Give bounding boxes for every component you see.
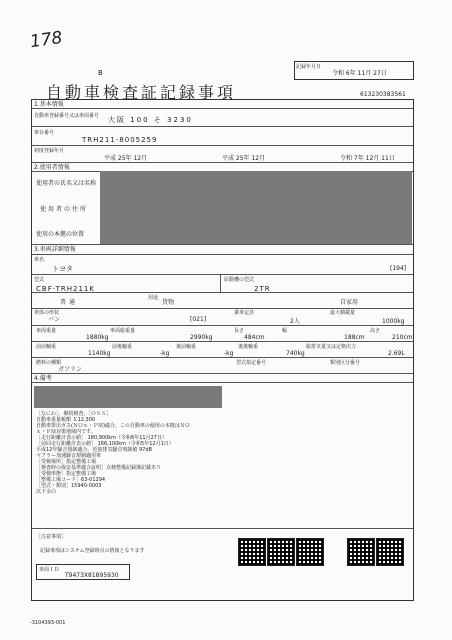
divider: [31, 126, 413, 127]
expiry: 令和 7年 12月 11日: [340, 155, 395, 162]
remark-line: 平成12年騒音規制適合、近接排気騒音規制値 97dB: [36, 447, 152, 453]
first-reg: 平成 25年 12月: [104, 155, 148, 162]
divider: [31, 341, 413, 342]
vehicle-id-label: 車両ＩＤ: [39, 567, 60, 573]
engine-label: 原動機の型式: [224, 277, 255, 283]
remark-line: ［受検形態］指定整備工場: [36, 471, 97, 477]
length-label: 長さ: [234, 328, 245, 334]
rf-label: 後前軸重: [176, 344, 197, 350]
fr: -kg: [160, 350, 170, 357]
record-date: 令和 6年 11月 27日: [332, 70, 387, 77]
capacity: 2人: [290, 318, 300, 325]
record-date-label: 記録年月日: [296, 64, 322, 70]
model-label: 型式: [34, 277, 45, 283]
remarks-list: [36, 411, 296, 495]
ff: 1140kg: [88, 350, 111, 357]
remark-line: ［前回走行距離計表示値］ 166,100km（令和5年12月1日）: [36, 441, 174, 447]
divider: [31, 308, 413, 309]
model: CBF-TRH211K: [36, 285, 95, 293]
divider: [31, 145, 413, 146]
divider: [31, 162, 413, 163]
body-label: 車体の形状: [34, 310, 60, 316]
class-no-label: 類別区分番号: [330, 360, 361, 366]
handwritten-number: 178: [28, 27, 64, 53]
header-letter: B: [98, 69, 103, 77]
height-label: 高さ: [370, 328, 381, 334]
remark-line: マフラー加速騒音規制適用車: [36, 453, 102, 459]
redacted-user-info: [100, 171, 412, 244]
page-title: 自動車検査証記録事項: [46, 83, 237, 102]
qr-code: [267, 538, 295, 566]
divider: [31, 357, 413, 358]
date2: 平成 25年 12月: [222, 155, 266, 162]
maker-label: 車名: [34, 257, 45, 263]
remark-line: ［整備工場コード］63-01294: [36, 477, 106, 483]
divider: [31, 528, 413, 529]
width: 188cm: [344, 334, 365, 341]
max-load-label: 最大積載量: [330, 310, 356, 316]
gross: 2990kg: [190, 334, 213, 341]
divider: [31, 325, 413, 326]
divider: [31, 382, 413, 383]
usage-label: 用途: [148, 295, 159, 301]
chassis-label: 車台番号: [34, 130, 55, 136]
section-basic: 1.基本情報: [34, 101, 64, 108]
height: 210cm: [392, 334, 413, 341]
remark-line: 自動車重量税額 ￥12,300: [36, 417, 96, 423]
engine: 2TR: [254, 285, 271, 293]
rr: 740kg: [286, 350, 305, 357]
first-reg-label: 初度登録年月: [34, 148, 65, 154]
kind: 普通: [60, 299, 79, 306]
divider: [31, 292, 413, 293]
reg-value: 大阪 100 そ 3230: [108, 116, 193, 124]
gross-label: 車両総重量: [110, 328, 136, 334]
divider: [31, 373, 413, 374]
weight: 1880kg: [86, 334, 109, 341]
rf: -kg: [224, 350, 234, 357]
usage: 貨物: [162, 299, 175, 306]
notice: 記録事項はシステム登録時点の情報となります: [40, 548, 145, 554]
body: バン: [48, 316, 61, 323]
capacity-label: 乗車定員: [234, 310, 255, 316]
body-code: [021]: [190, 316, 207, 323]
maker: トヨタ: [52, 265, 73, 273]
max-load: 1000kg: [382, 318, 405, 325]
divider: [31, 254, 413, 255]
type-no-label: 型式指定番号: [236, 360, 267, 366]
private: 自家用: [340, 299, 359, 306]
fr-label: 前後軸重: [112, 344, 133, 350]
remark-line: ｘ・ＰＭ対策地域内です。: [36, 429, 96, 435]
user-base-label: 使用の本拠の位置: [36, 231, 85, 238]
remark-line: ［走行距離計表示値］ 180,900km（令和6年11月27日）: [36, 435, 167, 441]
divider: [31, 274, 413, 275]
remark-line: ［型式・類別］15940-0003: [36, 483, 102, 489]
maker-code: [194]: [390, 265, 407, 272]
divider: [31, 244, 413, 245]
width-label: 幅: [282, 328, 288, 334]
disp-label: 総排気量又は定格出力: [306, 344, 357, 350]
rr-label: 後後軸重: [238, 344, 259, 350]
remark-line: 自動車排出ガス(ＮＯｘ・ＰＭ)適合、この自動車の使用の本拠はＮＯ: [36, 423, 190, 429]
section-remarks: 4.備考: [34, 375, 52, 382]
length: 484cm: [244, 334, 265, 341]
qr-code: [376, 538, 404, 566]
vehicle-id: T9473X81895930: [65, 572, 119, 579]
user-name-label: 使用者の氏名又は名称: [36, 180, 97, 187]
weight-label: 車両重量: [36, 328, 57, 334]
fuel-label: 燃料の種類: [36, 360, 62, 366]
fuel: ガソリン: [58, 366, 83, 373]
form-number: -3104393-001: [30, 620, 66, 626]
divider: [220, 274, 221, 292]
qr-code: [347, 538, 375, 566]
ff-label: 前前軸重: [36, 344, 57, 350]
remark-line: ［なにわ］、継続検査、［ＯＳＳ］: [36, 411, 112, 417]
user-address-label: 使用者の住所: [40, 206, 89, 213]
redacted-remarks: [34, 386, 222, 408]
divider: [31, 108, 413, 109]
chassis-value: TRH211-8005259: [82, 136, 158, 144]
qr-code: [296, 538, 324, 566]
remark-line: 以下余白: [36, 489, 57, 495]
reg-label: 自動車登録番号又は車両番号: [34, 113, 100, 119]
doc-number: 613230383561: [360, 91, 406, 98]
disp: 2.69L: [388, 350, 405, 357]
notice-label: ［注意事項］: [36, 534, 67, 540]
section-user: 2.使用者情報: [34, 164, 70, 171]
qr-code: [238, 538, 266, 566]
section-vehicle: 3.車両詳細情報: [34, 246, 76, 253]
remark-line: ［受検場所］指定整備工場: [36, 459, 97, 465]
remark-line: ［検査時の保安基準適合証明］点検整備記録簿記載あり: [36, 465, 162, 471]
